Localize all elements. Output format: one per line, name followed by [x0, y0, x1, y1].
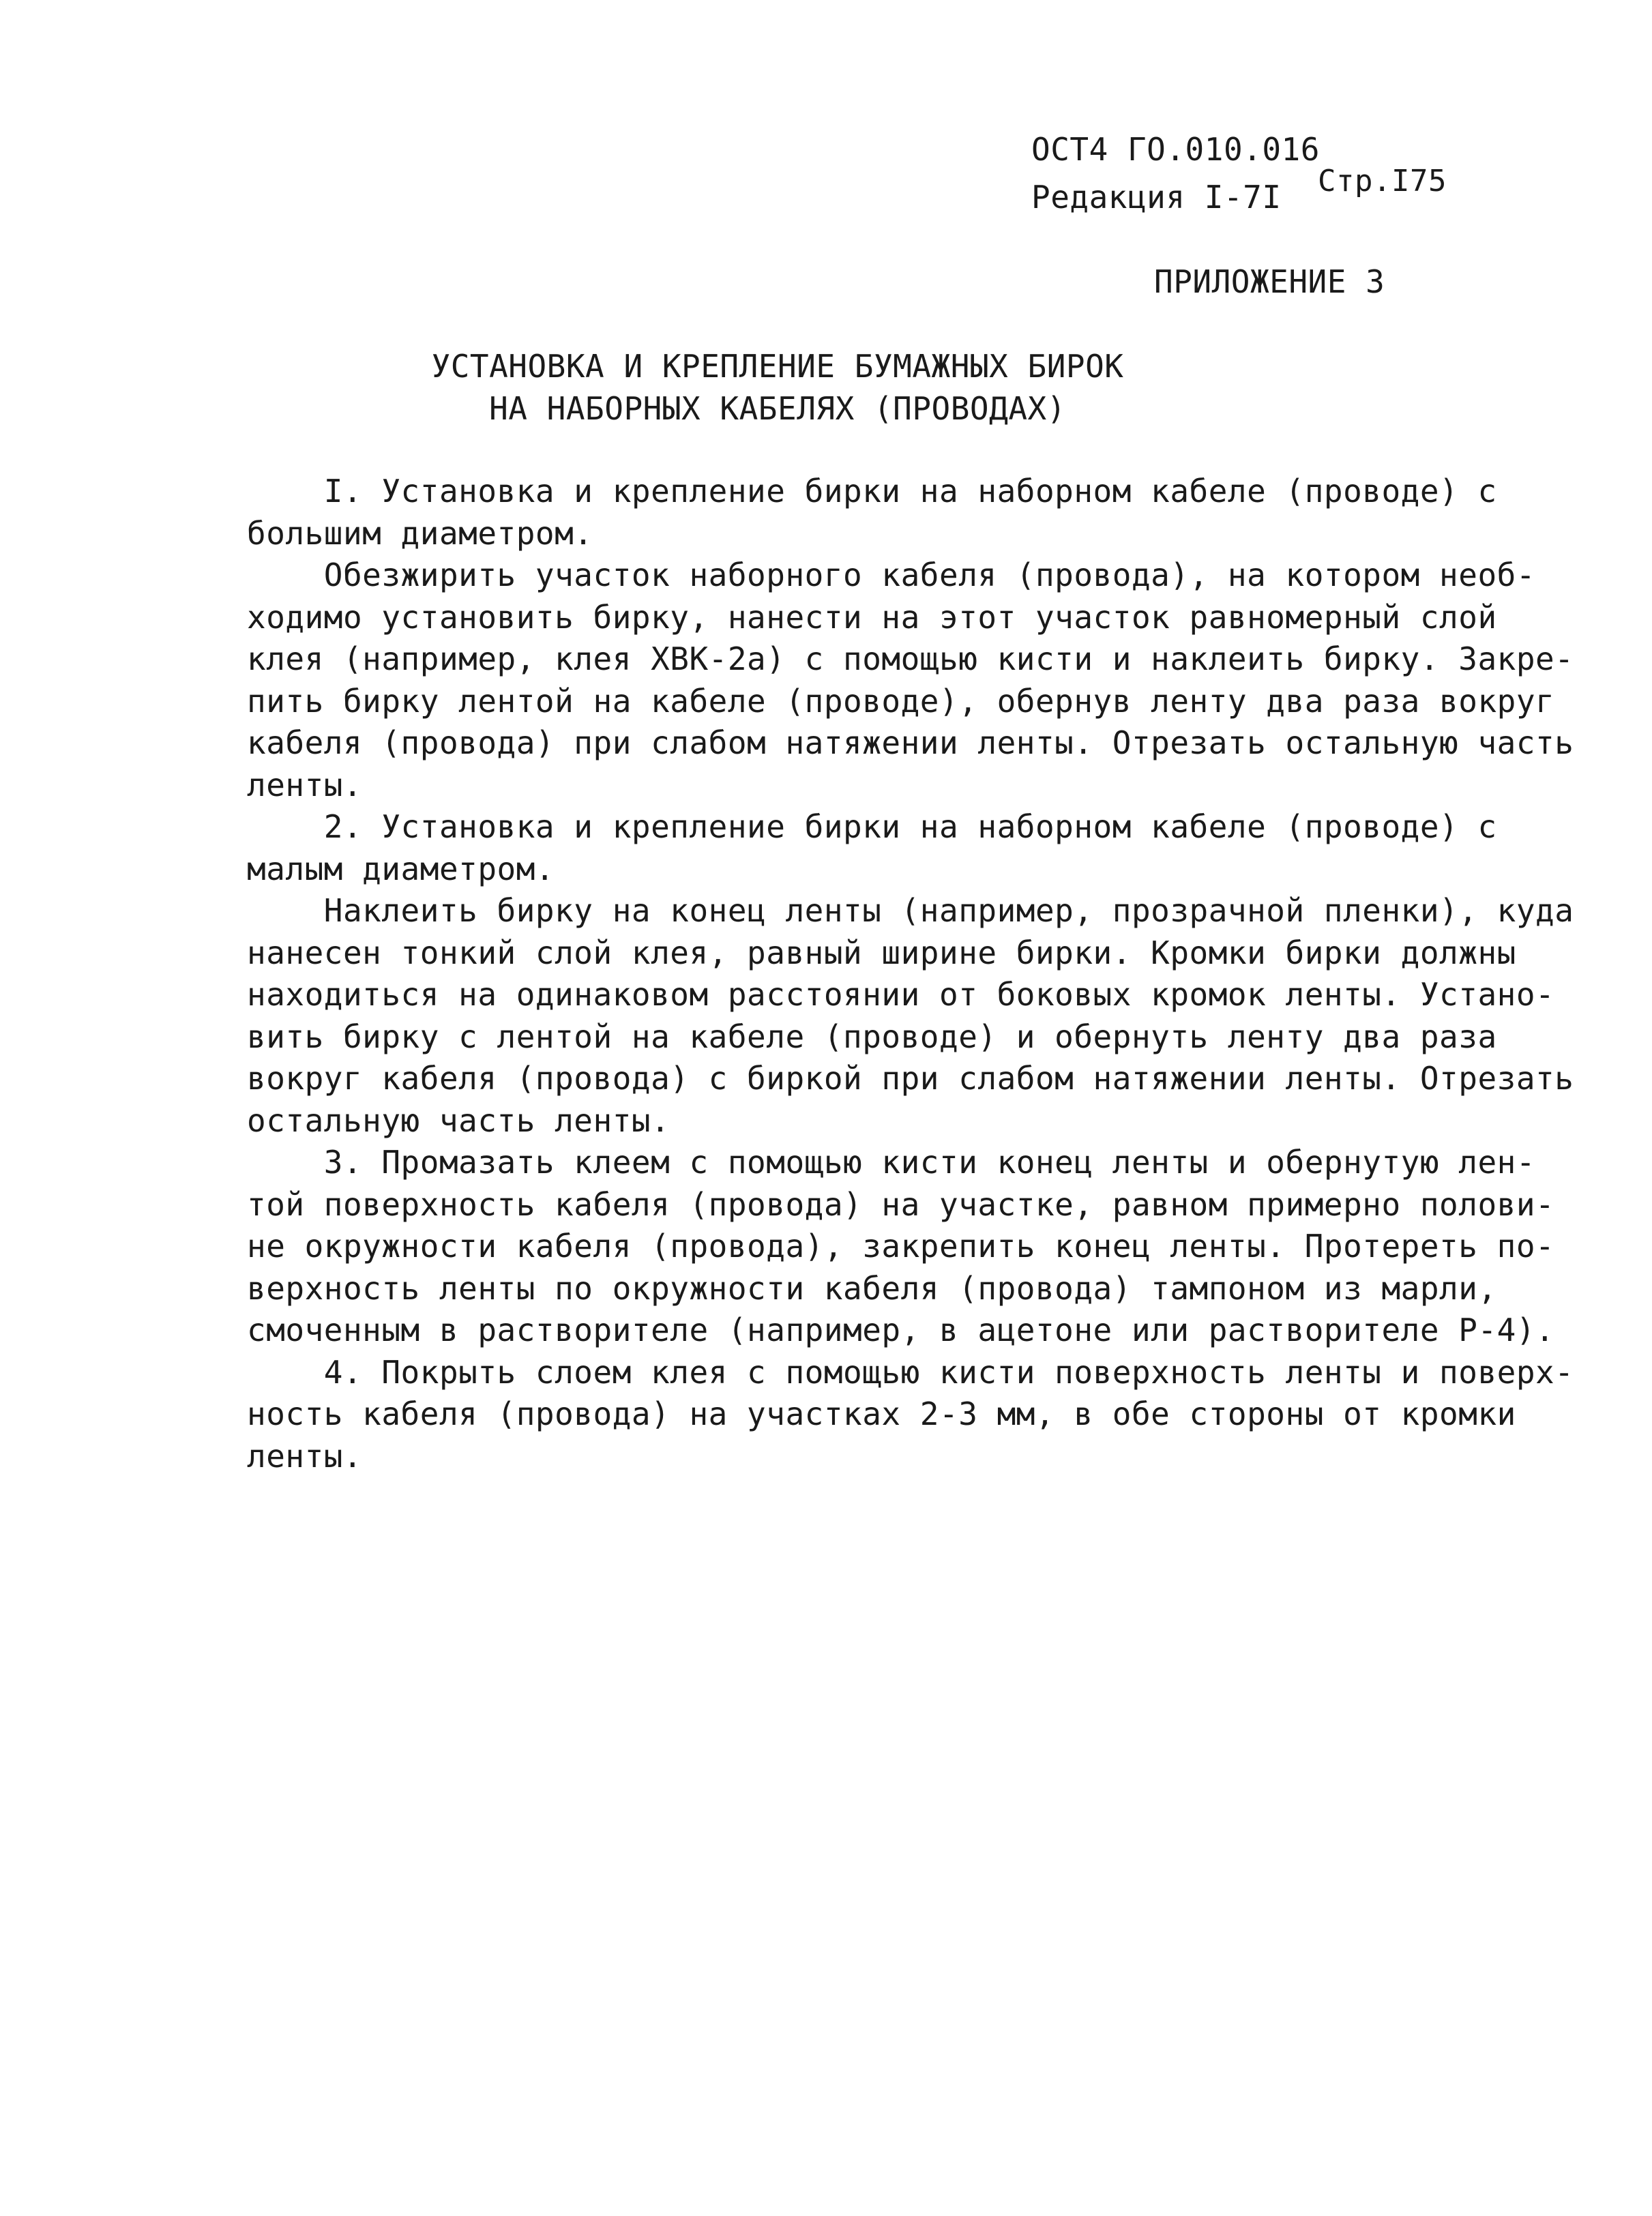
- body-line: клея (например, клея ХВК-2а) с помощью кисти и наклеить бирку. Закре-: [247, 640, 1574, 677]
- title-line-1: УСТАНОВКА И КРЕПЛЕНИЕ БУМАЖНЫХ БИРОК: [431, 348, 1124, 385]
- body-line: той поверхность кабеля (провода) на участке, равном примерно полови-: [247, 1185, 1555, 1223]
- appendix-label: ПРИЛОЖЕНИЕ 3: [1154, 263, 1385, 300]
- body-line: ность кабеля (провода) на участках 2-3 мм, в обе стороны от кромки: [247, 1395, 1516, 1432]
- body-line: остальную часть ленты.: [247, 1102, 670, 1139]
- page-number: Стр.I75: [1318, 164, 1447, 198]
- title-line-2: НА НАБОРНЫХ КАБЕЛЯХ (ПРОВОДАХ): [489, 390, 1066, 427]
- body-line: Наклеить бирку на конец ленты (например, прозрачной пленки), куда: [247, 892, 1574, 929]
- body-line: 3. Промазать клеем с помощью кисти конец ленты и обернутую лен-: [247, 1144, 1536, 1181]
- body-line: смоченным в растворителе (например, в ацетоне или растворителе Р-4).: [247, 1312, 1555, 1348]
- body-text: [247, 471, 1574, 1477]
- body-line: 4. Покрыть слоем клея с помощью кисти поверхность ленты и поверх-: [247, 1353, 1574, 1391]
- body-line: не окружности кабеля (провода), закрепить конец ленты. Протереть по-: [247, 1228, 1555, 1265]
- body-line: находиться на одинаковом расстоянии от боковых кромок ленты. Устано-: [247, 976, 1555, 1013]
- body-line: I. Установка и крепление бирки на наборном кабеле (проводе) с: [247, 473, 1497, 509]
- body-line: ходимо установить бирку, нанести на этот участок равномерный слой: [247, 598, 1497, 636]
- body-line: вить бирку с лентой на кабеле (проводе) и обернуть ленту два раза: [247, 1018, 1497, 1055]
- body-line: кабеля (провода) при слабом натяжении ленты. Отрезать остальную часть: [247, 724, 1574, 761]
- body-line: ленты.: [247, 1437, 363, 1475]
- body-line: ленты.: [247, 766, 363, 803]
- document-code: ОСТ4 ГО.010.016: [1031, 131, 1320, 168]
- body-line: вокруг кабеля (провода) с биркой при слабом натяжении ленты. Отрезать: [247, 1060, 1574, 1097]
- body-line: 2. Установка и крепление бирки на наборном кабеле (проводе) с: [247, 808, 1497, 845]
- body-line: верхность ленты по окружности кабеля (провода) тампоном из марли,: [247, 1269, 1497, 1307]
- body-line: пить бирку лентой на кабеле (проводе), обернув ленту два раза вокруг: [247, 682, 1555, 720]
- body-line: Обезжирить участок наборного кабеля (провода), на котором необ-: [247, 557, 1536, 593]
- body-line: малым диаметром.: [247, 850, 555, 887]
- body-line: большим диаметром.: [247, 514, 593, 552]
- body-line: нанесен тонкий слой клея, равный ширине бирки. Кромки бирки должны: [247, 934, 1516, 971]
- document-edition: Редакция I-7I: [1031, 179, 1282, 216]
